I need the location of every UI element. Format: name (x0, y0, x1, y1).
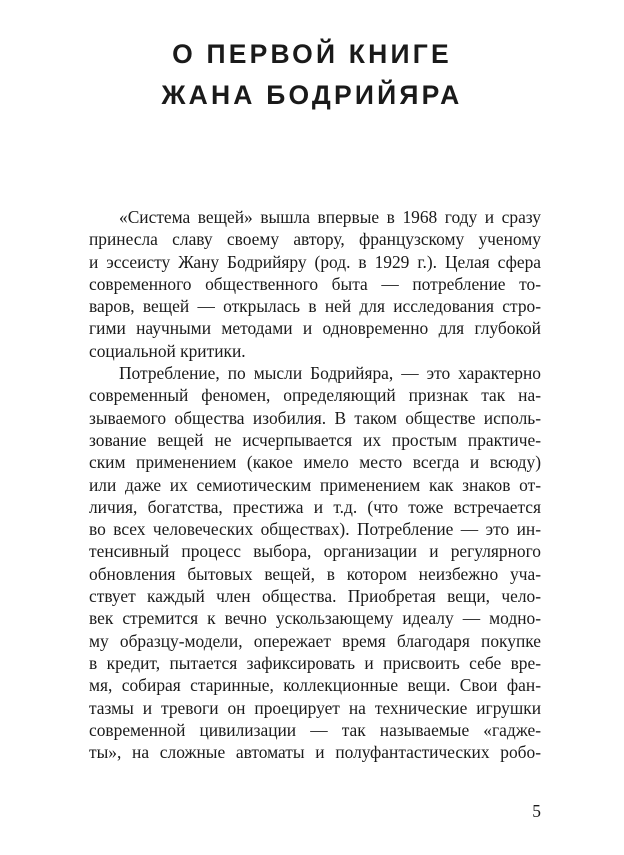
text-line: и эссеисту Жану Бодрийяру (род. в 1929 г.). Целая сфера (89, 251, 541, 272)
text-line: личия, богатства, престижа и т.д. (что тоже встречается (89, 496, 541, 517)
text-line: Потребление, по мысли Бодрийяра, — это характерно (119, 363, 541, 384)
text-line: принесла славу своему автору, французскому ученому (89, 229, 541, 250)
text-line: во всех человеческих обществах). Потребление — это ин- (89, 519, 541, 540)
text-line: обновления бытовых вещей, в котором неизбежно уча- (89, 563, 541, 584)
text-line: ствует каждый член общества. Приобретая вещи, чело- (89, 586, 541, 607)
text-line: мя, собирая старинные, коллекционные вещи. Свои фан- (89, 675, 541, 696)
body-text (89, 206, 541, 763)
text-line: тенсивный процесс выбора, организации и регулярного (89, 541, 541, 562)
chapter-title (0, 34, 624, 116)
text-line: варов, вещей — открылась в ней для исследования стро- (89, 296, 541, 317)
text-line: ты», на сложные автоматы и полуфантастических робо- (89, 742, 541, 763)
text-line: современного общественного быта — потребление то- (89, 273, 541, 294)
text-line: в кредит, пытается зафиксировать и присвоить себе вре- (89, 652, 541, 673)
text-line: ским применением (какое имело место всегда и всюду) (89, 452, 541, 473)
paragraph-2 (89, 362, 541, 763)
page-number: 5 (532, 801, 541, 821)
chapter-title-line: ЖАНА БОДРИЙЯРА (161, 80, 463, 110)
chapter-title-line: О ПЕРВОЙ КНИГЕ (172, 39, 452, 69)
text-line: «Система вещей» вышла впервые в 1968 году и сразу (119, 207, 541, 227)
text-line: век стремится к вечно ускользающему идеалу — модно- (89, 608, 541, 629)
text-line: социальной критики. (89, 340, 246, 361)
text-line: зование вещей не исчерпывается их простым практиче- (89, 429, 541, 450)
text-line: гими научными методами и одновременно для глубокой (89, 318, 541, 339)
text-line: зываемого общества изобилия. В таком обществе исполь- (89, 407, 541, 428)
text-line: современный феномен, определяющий признак так на- (89, 385, 541, 406)
paragraph-1 (89, 206, 541, 362)
text-line: тазмы и тревоги он проецирует на технические игрушки (89, 697, 541, 718)
text-line: му образцу-модели, опережает время благодаря покупке (89, 630, 541, 651)
text-line: современной цивилизации — так называемые «гадже- (89, 719, 541, 740)
text-line: или даже их семиотическим применением как знаков от- (89, 474, 541, 495)
